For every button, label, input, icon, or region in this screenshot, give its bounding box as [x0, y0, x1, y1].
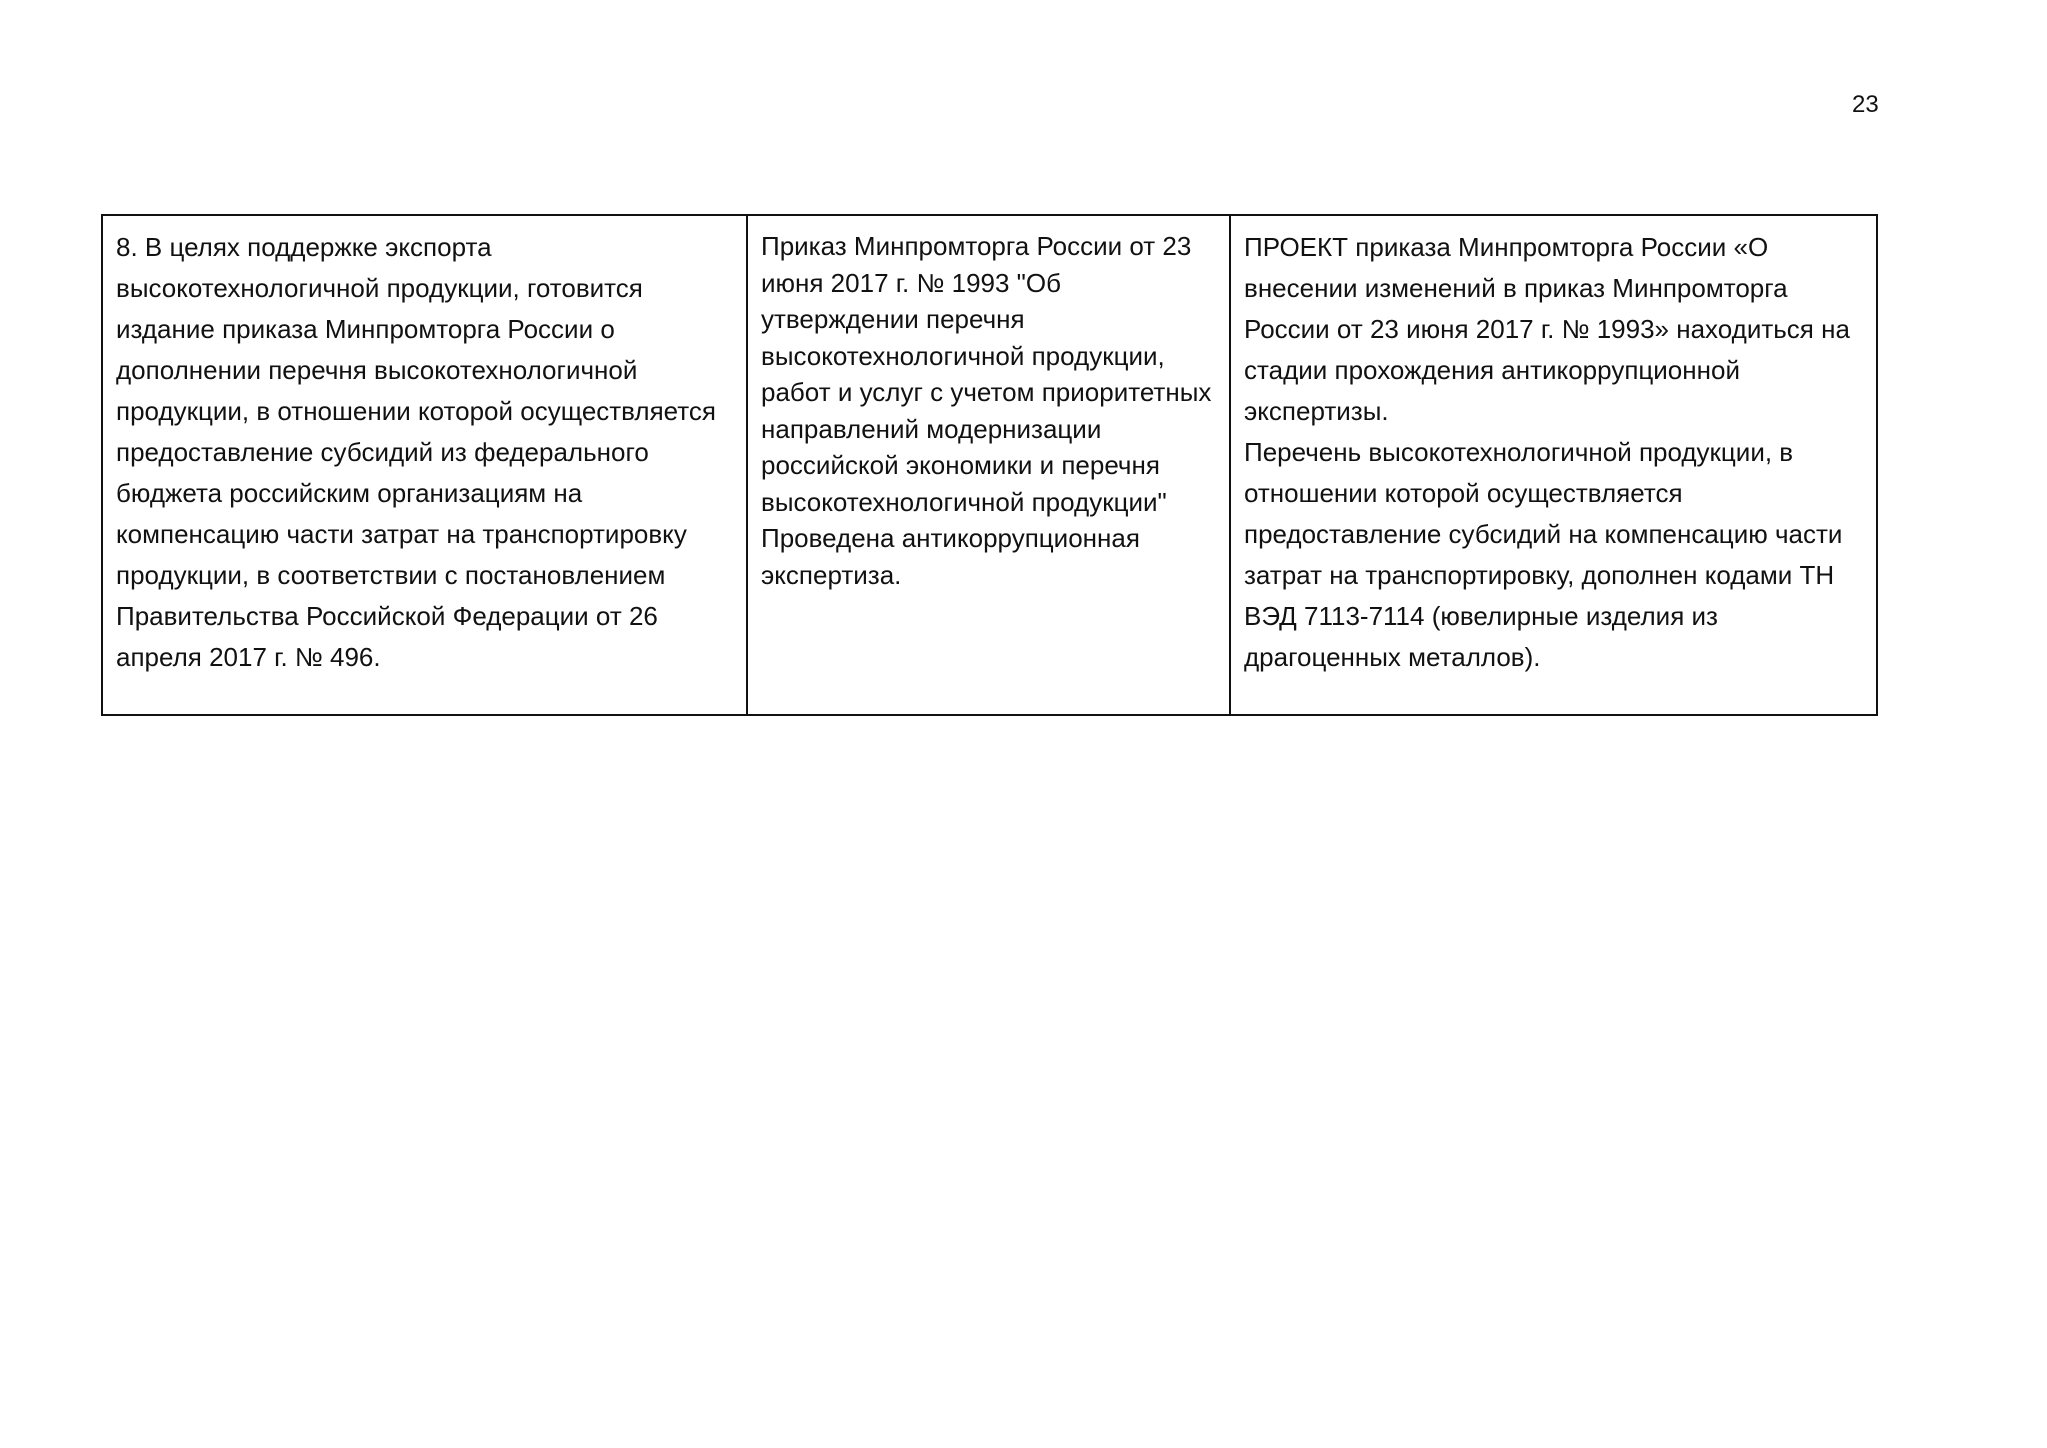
table-cell-measure [103, 216, 748, 714]
document-table [101, 214, 1878, 716]
measure-text: 8. В целях поддержке экспорта высокотехнологичной продукции, готовится издание приказа Минпромторга России о дополнении перечня высокотехнологичной продукции, в отношении которой осуществляется предоставление субсидий из федерального бюджета российским организациям на компенсацию части затрат на транспортировку продукции, в соответствии с постановлением Правительства Российской Федерации от 26 апреля 2017 г. № 496. [116, 232, 716, 672]
status-paragraph-2: Перечень высокотехнологичной продукции, в отношении которой осуществляется предоставление субсидий на компенсацию части затрат на транспортировку, дополнен кодами ТН ВЭД 7113-7114 (ювелирные изделия из драгоценных металлов). [1244, 437, 1843, 672]
page-number: 23 [1852, 91, 1879, 118]
status-paragraph-1: ПРОЕКТ приказа Минпромторга России «О внесении изменений в приказ Минпромторга России от 23 июня 2017 г. № 1993» находиться на стадии прохождения антикоррупционной экспертизы. [1244, 232, 1850, 426]
legal-act-text: Приказ Минпромторга России от 23 июня 2017 г. № 1993 "Об утверждении перечня высокотехнологичной продукции, работ и услуг с учетом приоритетных направлений модернизации российской экономики и перечня высокотехнологичной продукции" Проведена антикоррупционная экспертиза. [761, 231, 1212, 590]
table-cell-status [1231, 216, 1876, 714]
table-cell-legal-act [748, 216, 1231, 714]
